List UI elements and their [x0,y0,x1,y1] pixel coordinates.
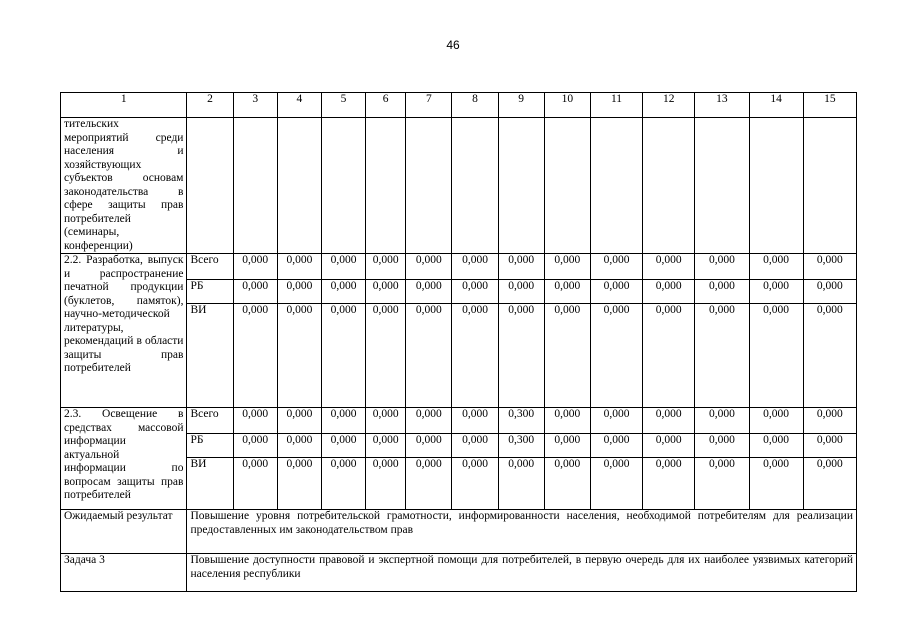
value-cell: 0,000 [452,408,498,434]
value-cell: 0,000 [406,434,452,458]
row-label: Ожидаемый результат [61,510,187,554]
program-table [60,92,857,592]
empty-cell [643,118,695,254]
header-cell: 2 [187,93,233,118]
empty-cell [277,118,321,254]
value-cell: 0,000 [544,458,590,510]
value-cell: 0,000 [321,458,365,510]
value-cell: 0,000 [749,434,803,458]
row-label: Задача 3 [61,554,187,592]
page-number: 46 [446,38,460,52]
header-cell: 14 [749,93,803,118]
value-cell: 0,000 [803,280,856,304]
empty-cell [749,118,803,254]
value-cell: 0,000 [643,434,695,458]
funding-source: ВИ [187,304,233,408]
value-cell: 0,000 [233,434,277,458]
empty-cell [590,118,642,254]
value-cell: 0,000 [695,408,749,434]
value-cell: 0,000 [695,304,749,408]
row-label: 2.2. Разработка, выпуск и распространение печатной продукции (буклетов, памяток), научно-методической литературы, рекомендаций в области защиты прав потребителей [61,254,187,408]
value-cell: 0,000 [643,304,695,408]
value-cell: 0,000 [321,304,365,408]
value-cell: 0,000 [452,254,498,280]
value-cell: 0,000 [749,458,803,510]
value-cell: 0,000 [498,254,544,280]
value-cell: 0,000 [643,458,695,510]
value-cell: 0,000 [803,304,856,408]
value-cell: 0,000 [233,254,277,280]
value-cell: 0,000 [643,280,695,304]
header-cell: 3 [233,93,277,118]
header-cell: 8 [452,93,498,118]
value-cell: 0,000 [406,304,452,408]
value-cell: 0,000 [544,280,590,304]
row-label: 2.3. Освещение в средствах массовой информации актуальной информации по вопросам защиты прав потребителей [61,408,187,510]
value-cell: 0,000 [366,254,406,280]
header-cell: 15 [803,93,856,118]
value-cell: 0,000 [590,458,642,510]
empty-cell [321,118,365,254]
funding-source: Всего [187,254,233,280]
funding-source: Всего [187,408,233,434]
value-cell: 0,000 [406,254,452,280]
value-cell: 0,000 [544,408,590,434]
value-cell: 0,000 [406,280,452,304]
empty-cell [233,118,277,254]
value-cell: 0,000 [590,434,642,458]
header-cell: 13 [695,93,749,118]
value-cell: 0,000 [233,280,277,304]
header-cell: 1 [61,93,187,118]
value-cell: 0,000 [803,254,856,280]
value-cell: 0,000 [452,434,498,458]
value-cell: 0,000 [406,408,452,434]
value-cell: 0,000 [277,280,321,304]
row-description: Повышение доступности правовой и экспертной помощи для потребителей, в первую очередь для их наиболее уязвимых категорий населения республики [187,554,857,592]
row-description: Повышение уровня потребительской грамотности, информированности населения, необходимой потребителям для реализации предоставленных им законодательством прав [187,510,857,554]
value-cell: 0,000 [498,280,544,304]
value-cell: 0,000 [498,304,544,408]
funding-source: ВИ [187,458,233,510]
value-cell: 0,000 [590,280,642,304]
value-cell: 0,000 [803,458,856,510]
value-cell: 0,000 [366,408,406,434]
table-row [61,118,857,254]
value-cell: 0,000 [749,280,803,304]
empty-cell [187,118,233,254]
value-cell: 0,000 [277,304,321,408]
value-cell: 0,000 [277,408,321,434]
value-cell: 0,000 [498,458,544,510]
value-cell: 0,000 [544,434,590,458]
value-cell: 0,000 [366,458,406,510]
value-cell: 0,000 [695,458,749,510]
row-label: тительских мероприятий среди населения и хозяйствующих субъектов основам законодательства в сфере защиты прав потребителей (семинары, конференции) [61,118,187,254]
header-cell: 9 [498,93,544,118]
value-cell: 0,000 [277,254,321,280]
empty-cell [544,118,590,254]
value-cell: 0,000 [321,280,365,304]
value-cell: 0,000 [321,434,365,458]
empty-cell [452,118,498,254]
empty-cell [695,118,749,254]
value-cell: 0,000 [452,304,498,408]
value-cell: 0,000 [803,434,856,458]
header-cell: 4 [277,93,321,118]
value-cell: 0,300 [498,434,544,458]
value-cell: 0,000 [366,304,406,408]
header-cell: 10 [544,93,590,118]
header-cell: 5 [321,93,365,118]
value-cell: 0,000 [366,434,406,458]
value-cell: 0,000 [749,254,803,280]
table-row [61,408,857,434]
value-cell: 0,000 [695,434,749,458]
value-cell: 0,000 [749,408,803,434]
value-cell: 0,000 [452,280,498,304]
funding-source: РБ [187,434,233,458]
empty-cell [406,118,452,254]
table-row [61,554,857,592]
value-cell: 0,000 [452,458,498,510]
value-cell: 0,000 [366,280,406,304]
value-cell: 0,000 [277,458,321,510]
header-row [61,93,857,118]
value-cell: 0,000 [643,408,695,434]
table-row [61,510,857,554]
empty-cell [498,118,544,254]
value-cell: 0,000 [695,280,749,304]
value-cell: 0,000 [406,458,452,510]
value-cell: 0,000 [233,304,277,408]
value-cell: 0,000 [321,254,365,280]
value-cell: 0,000 [643,254,695,280]
value-cell: 0,000 [544,254,590,280]
value-cell: 0,000 [277,434,321,458]
funding-source: РБ [187,280,233,304]
header-cell: 12 [643,93,695,118]
value-cell: 0,000 [590,408,642,434]
value-cell: 0,000 [695,254,749,280]
value-cell: 0,000 [544,304,590,408]
value-cell: 0,000 [590,254,642,280]
table-row [61,254,857,280]
value-cell: 0,000 [321,408,365,434]
value-cell: 0,000 [233,408,277,434]
value-cell: 0,000 [590,304,642,408]
header-cell: 7 [406,93,452,118]
header-cell: 6 [366,93,406,118]
header-cell: 11 [590,93,642,118]
value-cell: 0,000 [803,408,856,434]
value-cell: 0,000 [233,458,277,510]
value-cell: 0,300 [498,408,544,434]
value-cell: 0,000 [749,304,803,408]
empty-cell [366,118,406,254]
empty-cell [803,118,856,254]
